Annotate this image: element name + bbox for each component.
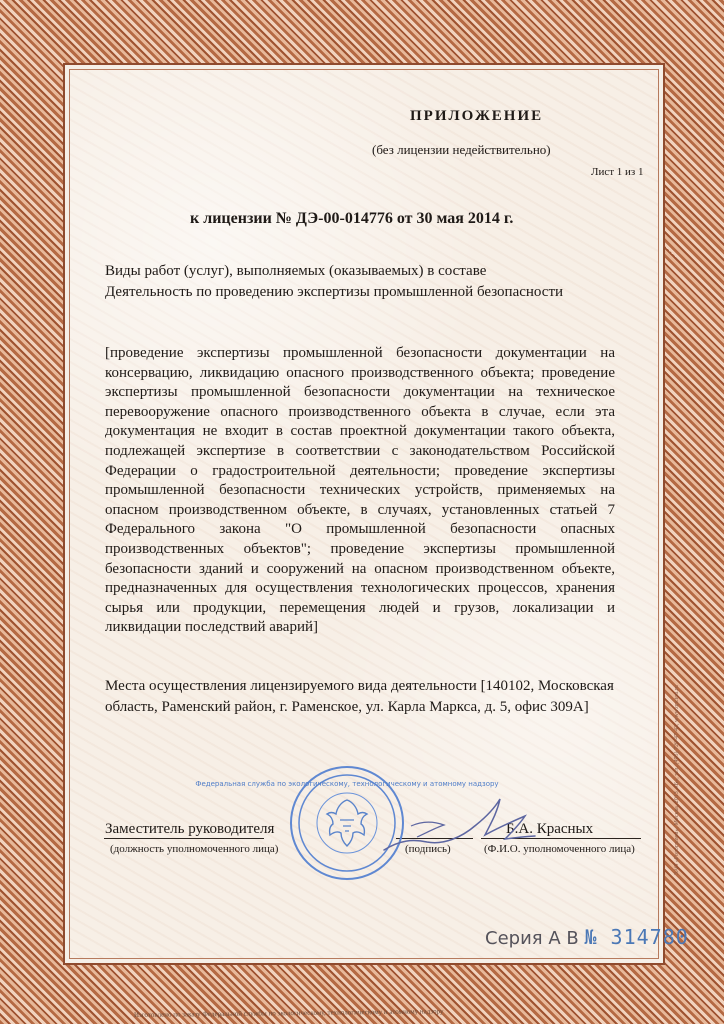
- printer-note: ЗАО «Голограмм», Москва, 2013, «Б», тел. (495) 726-47-42, www.opcion.ru: [674, 685, 680, 875]
- series-number-value: № 314780: [584, 925, 689, 949]
- activity-heading: Виды работ (услуг), выполняемых (оказываемых) в составе Деятельность по проведению экспертизы промышленной безопасности: [105, 263, 564, 300]
- places-text: Места осуществления лицензируемого вида деятельности [140102, Московская область, Раменский район, г. Раменское, ул. Карла Маркса, д. 5, офис 309А]: [105, 678, 614, 715]
- print-note: Изготовлено по заказу Федеральной службы по экологическому, технологическому и атомному надзору: [133, 1007, 444, 1020]
- eagle-icon: [327, 800, 367, 846]
- name-caption: (Ф.И.О. уполномоченного лица): [484, 843, 635, 855]
- handwritten-signature: [376, 782, 546, 872]
- validity-note: (без лицензии недействительно): [372, 142, 551, 157]
- series-number: [485, 925, 689, 949]
- seal-text: Федеральная служба по экологическому, технологическому и атомному надзору: [195, 780, 499, 788]
- license-reference: к лицензии № ДЭ-00-014776 от 30 мая 2014 г.: [190, 210, 514, 227]
- signer-name: Б.А. Красных: [506, 821, 594, 837]
- document-title: ПРИЛОЖЕНИЕ: [410, 108, 544, 124]
- role-caption: (должность уполномоченного лица): [110, 843, 279, 855]
- role-line: [104, 838, 264, 839]
- series-letters: А В: [548, 928, 579, 949]
- signer-role: Заместитель руководителя: [105, 821, 275, 837]
- signature-caption: (подпись): [405, 843, 451, 855]
- sheet-label: Лист 1 из 1: [591, 166, 644, 178]
- work-types-text: [проведение экспертизы промышленной безопасности документации на консервацию, ликвидацию опасного производственного объекта; проведение экспертизы промышленной безопасности документации на техническое перевооружение опасного производственного объекта в случае, если эта документация не входит в состав проектной документации такого объекта, подлежащей экспертизе в соответствии с законодательством Российской Федерации о градостроительной деятельности; проведение экспертизы промышленной безопасности технических устройств, применяемых на опасном производственном объекте, в случаях, установленных статьей 7 Федерального закона "О промышленной безопасности опасных производственных объектов"; проведение экспертизы промышленной безопасности зданий и сооружений на опасном производственном объекте, предназначенных для осуществления технологических процессов, хранения сырья или продукции, перемещения людей и грузов, локализации и ликвидации последствий аварий]: [105, 345, 615, 636]
- series-label: Серия: [485, 928, 543, 949]
